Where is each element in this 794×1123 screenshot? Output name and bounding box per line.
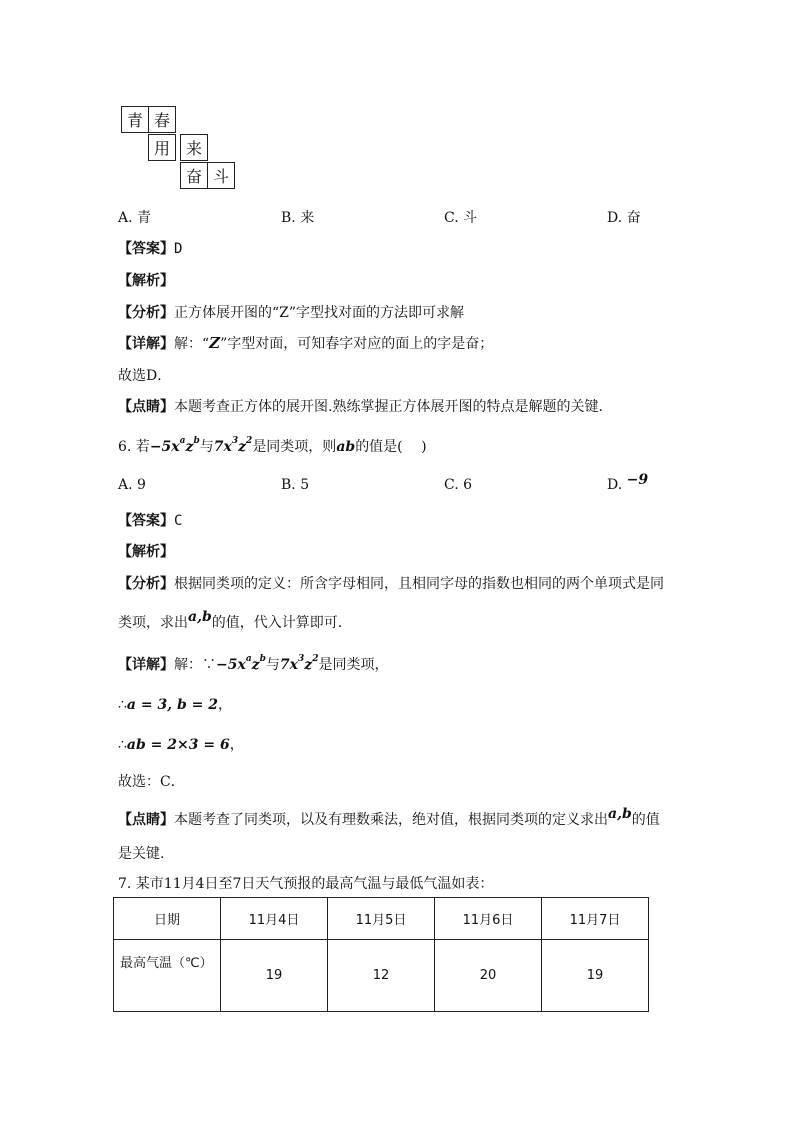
monomial-1: $-5x^az^b$ (216, 654, 266, 673)
answer-value: C (174, 513, 183, 529)
q6-step-2: ∴ab = 2×3 = 6， (118, 737, 244, 753)
q5-option-c: C. 斗 (444, 210, 478, 226)
z-letter: Z (209, 334, 221, 352)
q5-answer (118, 238, 182, 258)
q5-comment (118, 396, 603, 416)
q6-option-a: A. 9 (118, 477, 146, 493)
q5-detail (118, 333, 493, 353)
header-cell: 日期 (114, 898, 221, 940)
comment-label: 【点睛】 (118, 812, 174, 828)
net-cell: 斗 (207, 162, 235, 189)
table-cell: 19 (542, 940, 649, 1012)
table-cell: 19 (221, 940, 328, 1012)
fenxi-label: 【分析】 (118, 305, 174, 321)
table-header-row (114, 898, 649, 940)
q6-option-d: D. −9 (607, 472, 649, 493)
q6-number: 6. 若 (118, 439, 150, 455)
comment-text: 本题考查正方体的展开图.熟练掌握正方体展开图的特点是解题的关键. (174, 399, 603, 415)
q6-fenxi-line2: 类项，求出a,b的值，代入计算即可. (118, 609, 343, 631)
net-cell: 春 (148, 106, 176, 133)
q6-option-c: C. 6 (444, 477, 473, 493)
answer-value: D (174, 241, 183, 257)
net-cell: 用 (148, 134, 176, 161)
table-row (114, 940, 649, 1012)
fenxi-text: 根据同类项的定义：所含字母相同，且相同字母的指数也相同的两个单项式是同 (174, 576, 664, 592)
q5-option-b: B. 来 (281, 210, 315, 226)
q6-monomial-1: $-5x^az^b$ (149, 436, 200, 455)
comment-label: 【点睛】 (118, 399, 174, 415)
header-cell: 11月6日 (435, 898, 542, 940)
q6-step-1: ∴a = 3, b = 2， (118, 697, 232, 713)
q6-yu: 与 (199, 439, 214, 455)
fenxi-label: 【分析】 (118, 576, 174, 592)
net-cell: 来 (180, 134, 208, 161)
step-2-math: ab = 2×3 = 6 (126, 737, 230, 753)
q6-detail: 【详解】解：$\because-5x^az^b$与$7x^3z^2$是同类项， (118, 654, 389, 673)
q6-comment-line2: 是关键. (118, 846, 165, 862)
q6-comment-line1: 【点睛】本题考查了同类项，以及有理数乘法，绝对值，根据同类项的定义求出a,b的值 (118, 806, 660, 828)
q7-stem: 7. 某市11月4日至7日天气预报的最高气温与最低气温如表： (118, 876, 494, 892)
q6-option-b: B. 5 (281, 477, 310, 493)
q5-choose: 故选D． (118, 368, 172, 384)
net-cell: 奋 (180, 162, 208, 189)
q5-analysis-label: 【解析】 (118, 273, 174, 289)
option-d-value: −9 (626, 472, 649, 488)
row-label: 最高气温（℃） (114, 940, 221, 1012)
answer-label: 【答案】 (118, 513, 174, 529)
detail-label: 【详解】 (118, 336, 174, 352)
q6-choose: 故选：C． (118, 774, 185, 790)
q5-option-d: D. 奋 (607, 210, 641, 226)
detail-text: 解：“ (174, 336, 210, 352)
detail-text-b: ”字型对面，可知春字对应的面上的字是奋； (220, 336, 494, 352)
answer-label: 【答案】 (118, 241, 174, 257)
monomial-2: $7x^3z^2$ (279, 654, 319, 673)
q6-monomial-2: $7x^3z^2$ (213, 436, 253, 455)
q6-fenxi-line1 (118, 573, 664, 593)
ab-letters: a,b (188, 609, 212, 625)
q6-stem (118, 436, 427, 456)
q5-option-a: A. 青 (118, 210, 152, 226)
ab-letters: a,b (608, 806, 632, 822)
table-cell: 12 (328, 940, 435, 1012)
fenxi-text: 正方体展开图的“Z”字型找对面的方法即可求解 (174, 305, 465, 321)
q6-tail-2: 的值是( ) (355, 439, 427, 455)
net-cell: 青 (121, 106, 149, 133)
q6-ab: ab (336, 439, 356, 455)
step-1-math: a = 3, b = 2 (126, 697, 218, 713)
header-cell: 11月7日 (542, 898, 649, 940)
weather-table (113, 897, 649, 1012)
q6-analysis-label: 【解析】 (118, 544, 174, 560)
q5-fenxi (118, 302, 464, 322)
q6-tail-1: 是同类项，则 (252, 439, 337, 455)
header-cell: 11月5日 (328, 898, 435, 940)
detail-label: 【详解】 (118, 657, 174, 673)
header-cell: 11月4日 (221, 898, 328, 940)
table-cell: 20 (435, 940, 542, 1012)
q6-answer (118, 510, 182, 530)
